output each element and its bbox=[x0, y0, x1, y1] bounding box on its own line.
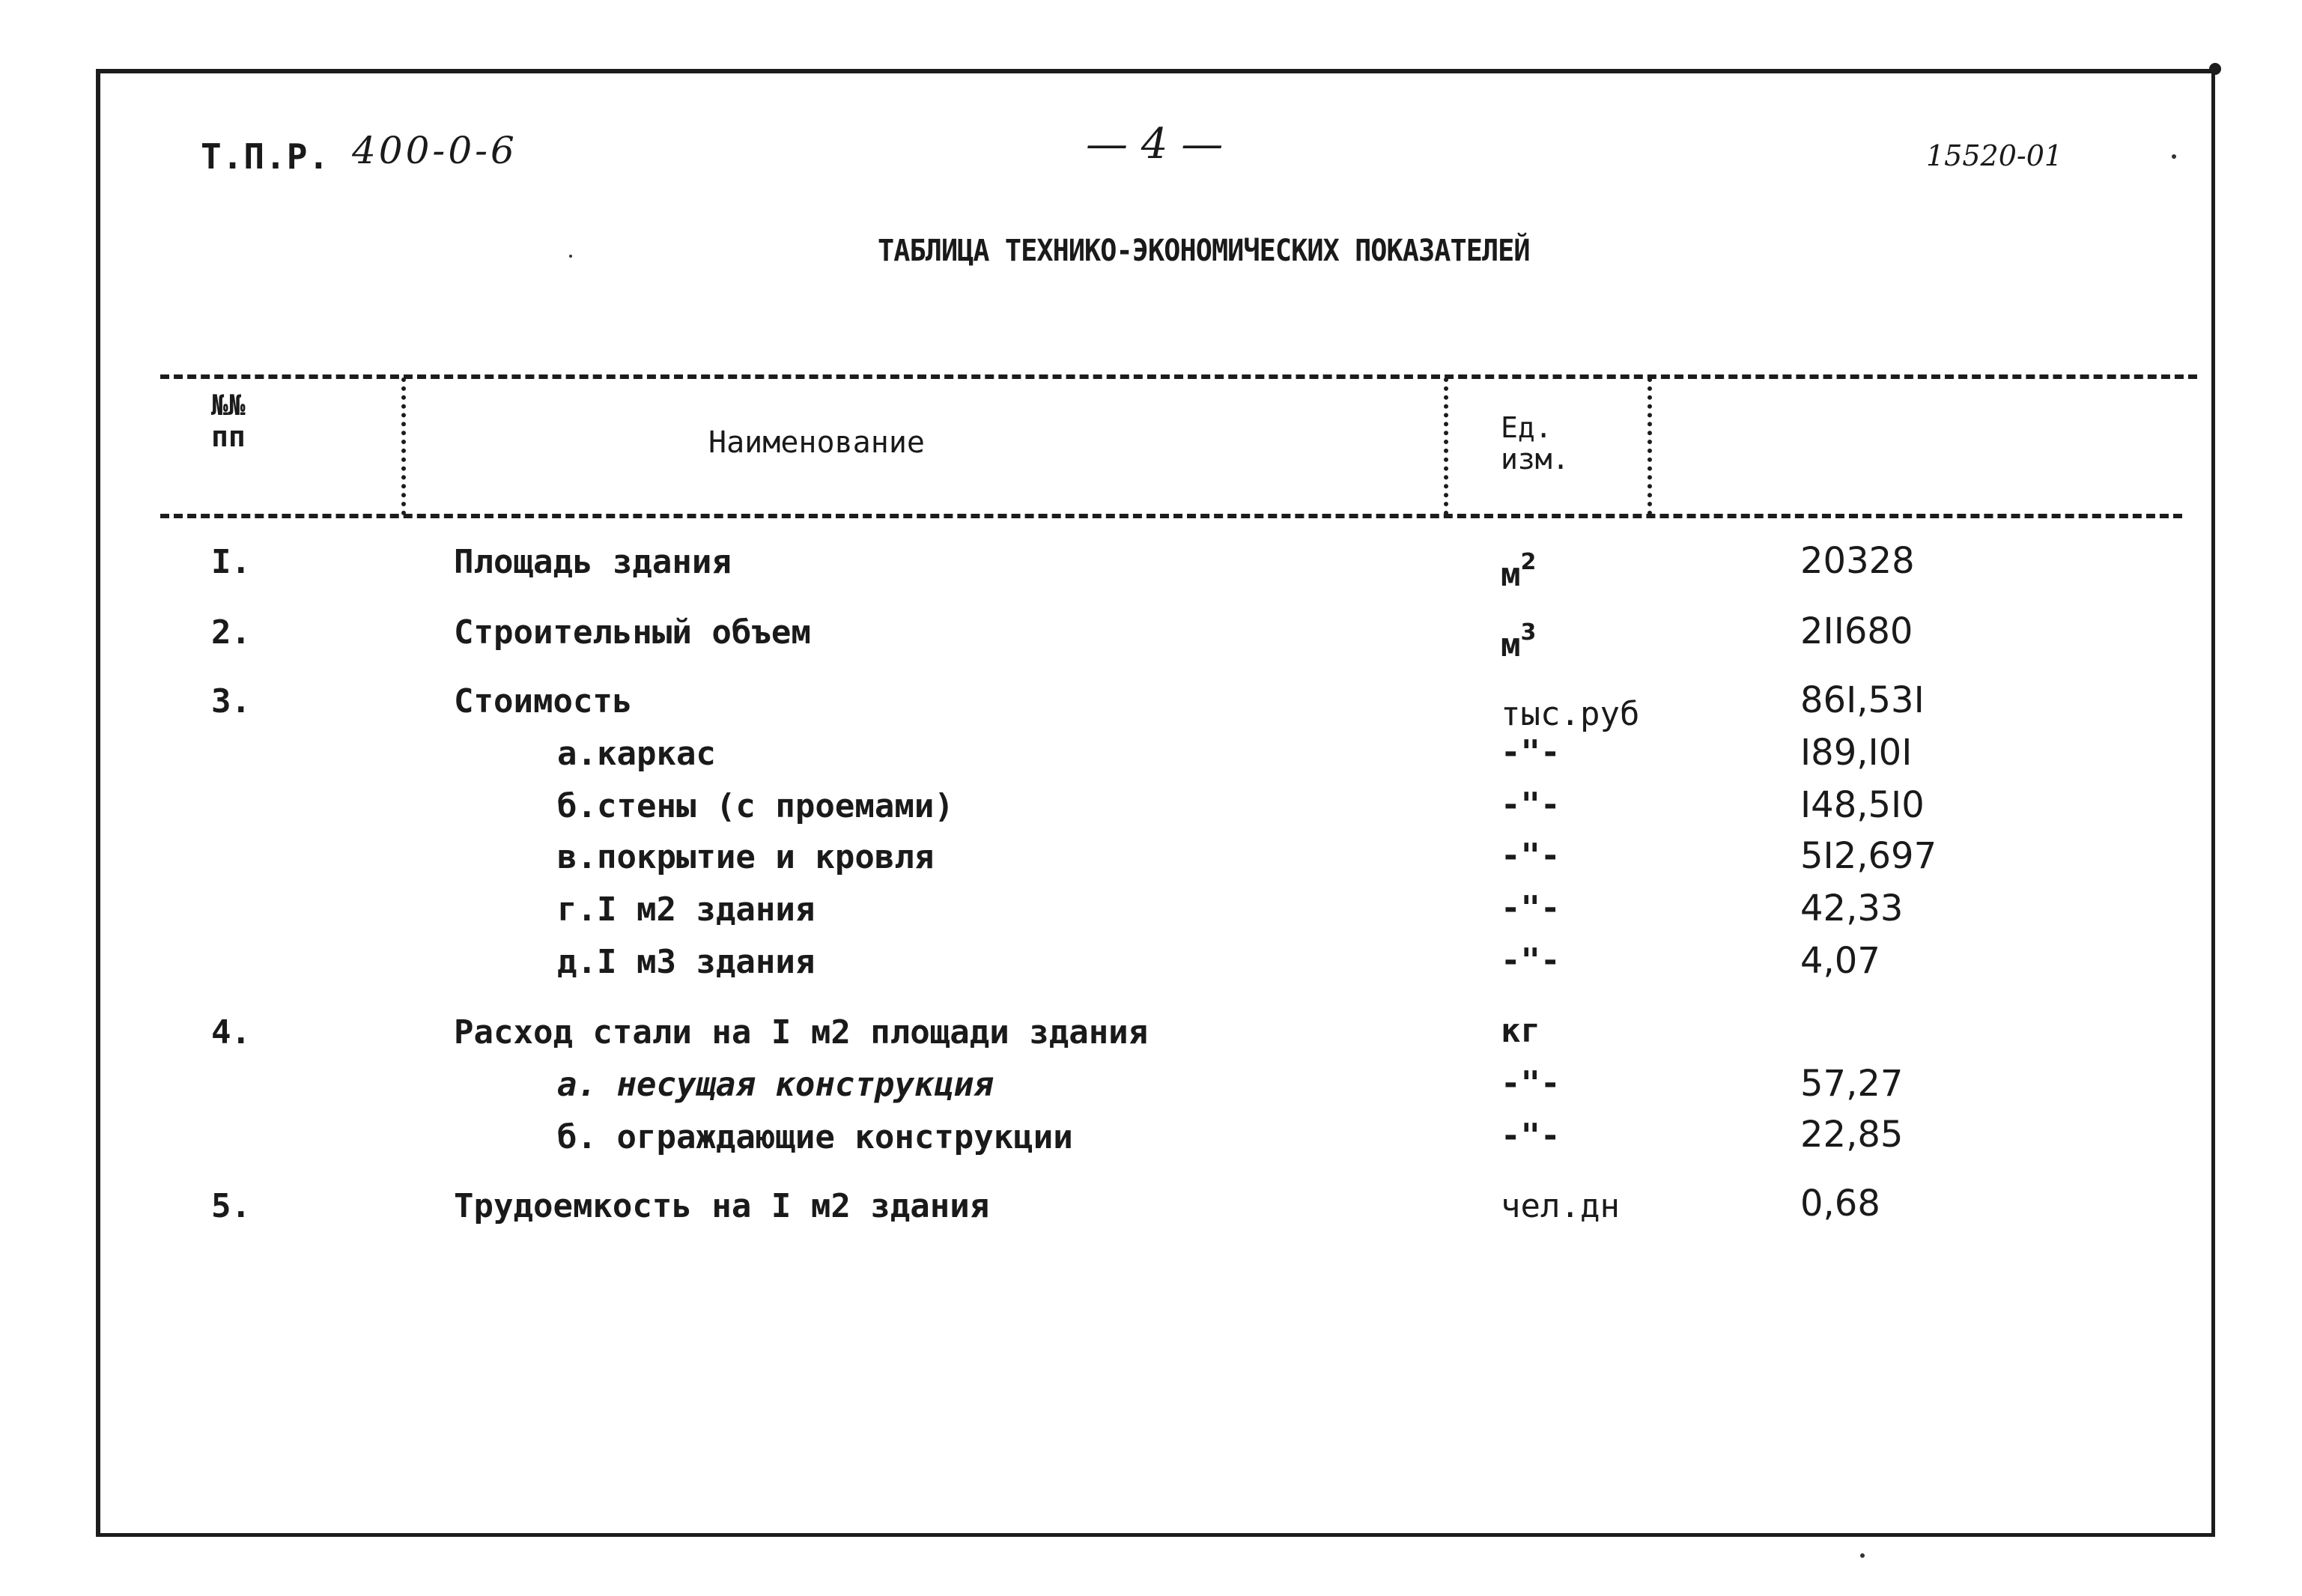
row-unit: тыс.руб bbox=[1501, 695, 1640, 733]
column-separator-3 bbox=[1647, 377, 1652, 515]
row-name: г.I м2 здания bbox=[557, 890, 816, 929]
row-name: Расход стали на I м2 площади здания bbox=[454, 1013, 1149, 1052]
page-number: — 4 — bbox=[1086, 120, 1224, 169]
row-unit: -"- bbox=[1501, 786, 1561, 824]
row-num: 4. bbox=[211, 1013, 251, 1052]
row-value: I48,5I0 bbox=[1800, 784, 1925, 826]
header-unit-line2: изм. bbox=[1501, 443, 1570, 476]
row-unit: -"- bbox=[1501, 1117, 1561, 1155]
row-num: I. bbox=[211, 543, 251, 581]
row-unit: -"- bbox=[1501, 889, 1561, 927]
header-unit bbox=[1501, 412, 1570, 475]
header-name: Наименование bbox=[708, 425, 925, 460]
row-unit: -"- bbox=[1501, 1064, 1561, 1102]
row-name: а.каркас bbox=[557, 735, 716, 773]
row-num: 3. bbox=[211, 682, 251, 720]
project-code-label: Т.П.Р. bbox=[201, 136, 330, 177]
header-num-line1: №№ bbox=[211, 389, 246, 422]
header-unit-line1: Ед. bbox=[1501, 411, 1552, 444]
row-value: I89,I0I bbox=[1800, 732, 1913, 774]
table-title: ТАБЛИЦА ТЕХНИКО-ЭКОНОМИЧЕСКИХ ПОКАЗАТЕЛЕЙ bbox=[878, 234, 1530, 268]
row-value: 2II680 bbox=[1800, 610, 1913, 652]
table-header-bottom-rule bbox=[160, 514, 2182, 518]
scan-speck bbox=[1860, 1553, 1865, 1558]
header-num-line2: пп bbox=[211, 420, 246, 453]
row-value: 86I,53I bbox=[1800, 679, 1925, 721]
project-code-value: 400-0-6 bbox=[352, 129, 517, 172]
row-name: б. ограждающие конструкции bbox=[557, 1118, 1073, 1156]
row-name: Площадь здания bbox=[454, 543, 732, 581]
column-separator-1 bbox=[401, 377, 406, 515]
table-top-rule bbox=[160, 374, 2197, 379]
row-name: Строительный объем bbox=[454, 613, 811, 652]
row-unit: $м^3$ bbox=[1501, 619, 1537, 664]
row-name: в.покрытие и кровля bbox=[557, 838, 935, 876]
row-value: 4,07 bbox=[1800, 940, 1880, 982]
scan-speck bbox=[569, 255, 572, 258]
row-value: 22,85 bbox=[1800, 1114, 1904, 1156]
row-name: а. несущая конструкция bbox=[557, 1066, 994, 1104]
header-num bbox=[211, 389, 246, 452]
scan-speck bbox=[2172, 154, 2176, 159]
document-number: 15520-01 bbox=[1926, 139, 2063, 172]
column-separator-2 bbox=[1444, 377, 1448, 515]
row-unit: кг bbox=[1501, 1012, 1540, 1050]
row-value: 20328 bbox=[1800, 540, 1915, 582]
row-unit: -"- bbox=[1501, 733, 1561, 771]
row-num: 2. bbox=[211, 613, 251, 652]
corner-mark bbox=[2209, 63, 2221, 75]
row-name: д.I м3 здания bbox=[557, 943, 816, 981]
row-value: 57,27 bbox=[1800, 1063, 1904, 1105]
row-unit: $м^2$ bbox=[1501, 549, 1537, 594]
row-value: 0,68 bbox=[1800, 1183, 1880, 1225]
row-value: 5I2,697 bbox=[1800, 835, 1937, 877]
row-unit: -"- bbox=[1501, 941, 1561, 980]
row-name: Стоимость bbox=[454, 682, 633, 720]
row-unit: чел.дн bbox=[1501, 1187, 1620, 1225]
row-name: б.стены (с проемами) bbox=[557, 787, 954, 825]
row-value: 42,33 bbox=[1800, 887, 1904, 929]
row-unit: -"- bbox=[1501, 837, 1561, 875]
row-num: 5. bbox=[211, 1187, 251, 1225]
row-name: Трудоемкость на I м2 здания bbox=[454, 1187, 990, 1225]
